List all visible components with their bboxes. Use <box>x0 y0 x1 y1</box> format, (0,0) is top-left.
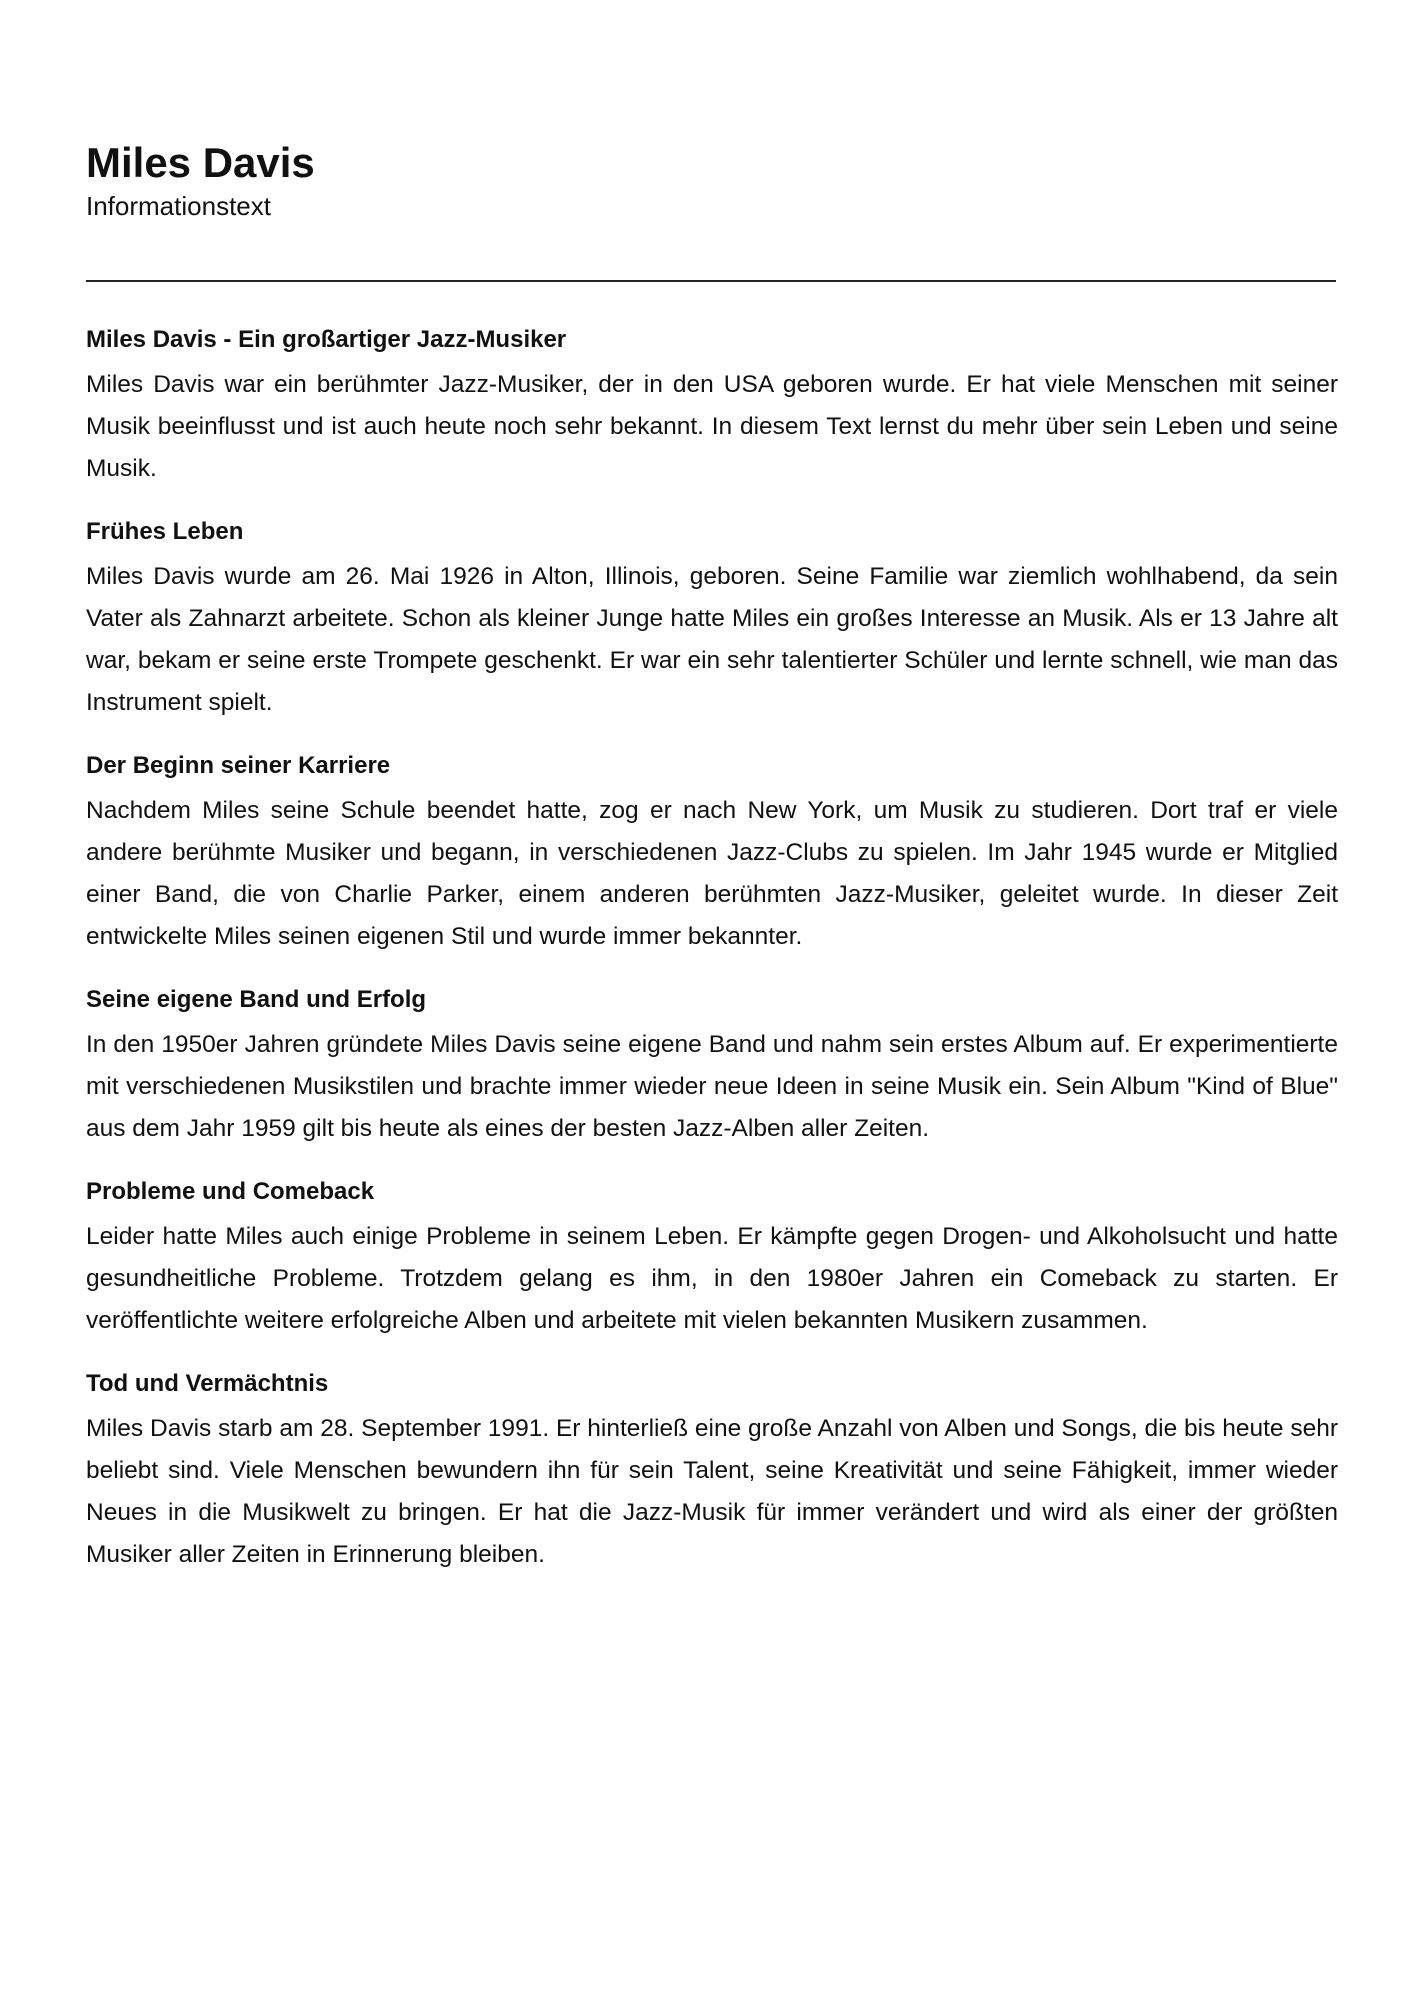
section-heading: Tod und Vermächtnis <box>86 1370 329 1397</box>
section-heading: Miles Davis - Ein großartiger Jazz-Musiker <box>86 326 567 353</box>
section-heading: Frühes Leben <box>86 518 244 545</box>
section-intro <box>86 324 1338 490</box>
document-page <box>86 138 1338 1602</box>
section-paragraph: Miles Davis wurde am 26. Mai 1926 in Alton, Illinois, geboren. Seine Familie war ziemlich wohlhabend, da sein Vater als Zahnarzt arbeitete. Schon als kleiner Junge hatte Miles ein großes Interesse an Musik. Als er 13 Jahre alt war, bekam er seine erste Trompete geschenkt. Er war ein sehr talentierter Schüler und lernte schnell, wie man das Instrument spielt. <box>86 563 1338 716</box>
section-heading: Probleme und Comeback <box>86 1178 375 1205</box>
document-content <box>86 324 1338 1576</box>
page-subtitle: Informationstext <box>86 191 271 221</box>
section-heading: Der Beginn seiner Karriere <box>86 752 391 779</box>
page-title: Miles Davis <box>86 139 315 186</box>
title-divider <box>86 280 1336 282</box>
section-paragraph: Miles Davis war ein berühmter Jazz-Musiker, der in den USA geboren wurde. Er hat viele Menschen mit seiner Musik beeinflusst und ist auch heute noch sehr bekannt. In diesem Text lernst du mehr über sein Leben und seine Musik. <box>86 371 1338 482</box>
section-own-band <box>86 984 1338 1150</box>
section-paragraph: Leider hatte Miles auch einige Probleme in seinem Leben. Er kämpfte gegen Drogen- und Alkoholsucht und hatte gesundheitliche Probleme. Trotzdem gelang es ihm, in den 1980er Jahren ein Comeback zu starten. Er veröffentlichte weitere erfolgreiche Alben und arbeitete mit vielen bekannten Musikern zusammen. <box>86 1223 1338 1334</box>
section-career-start <box>86 750 1338 958</box>
section-heading: Seine eigene Band und Erfolg <box>86 986 427 1013</box>
section-death-legacy <box>86 1368 1338 1576</box>
section-paragraph: Nachdem Miles seine Schule beendet hatte, zog er nach New York, um Musik zu studieren. Dort traf er viele andere berühmte Musiker und begann, in verschiedenen Jazz-Clubs zu spielen. Im Jahr 1945 wurde er Mitglied einer Band, die von Charlie Parker, einem anderen berühmten Jazz-Musiker, geleitet wurde. In dieser Zeit entwickelte Miles seinen eigenen Stil und wurde immer bekannter. <box>86 797 1338 950</box>
section-paragraph: Miles Davis starb am 28. September 1991. Er hinterließ eine große Anzahl von Alben und Songs, die bis heute sehr beliebt sind. Viele Menschen bewundern ihn für sein Talent, seine Kreativität und seine Fähigkeit, immer wieder Neues in die Musikwelt zu bringen. Er hat die Jazz-Musik für immer verändert und wird als einer der größten Musiker aller Zeiten in Erinnerung bleiben. <box>86 1415 1338 1568</box>
section-early-life <box>86 516 1338 724</box>
section-problems-comeback <box>86 1176 1338 1342</box>
section-paragraph: In den 1950er Jahren gründete Miles Davis seine eigene Band und nahm sein erstes Album auf. Er experimentierte mit verschiedenen Musikstilen und brachte immer wieder neue Ideen in seine Musik ein. Sein Album "Kind of Blue" aus dem Jahr 1959 gilt bis heute als eines der besten Jazz-Alben aller Zeiten. <box>86 1031 1338 1142</box>
